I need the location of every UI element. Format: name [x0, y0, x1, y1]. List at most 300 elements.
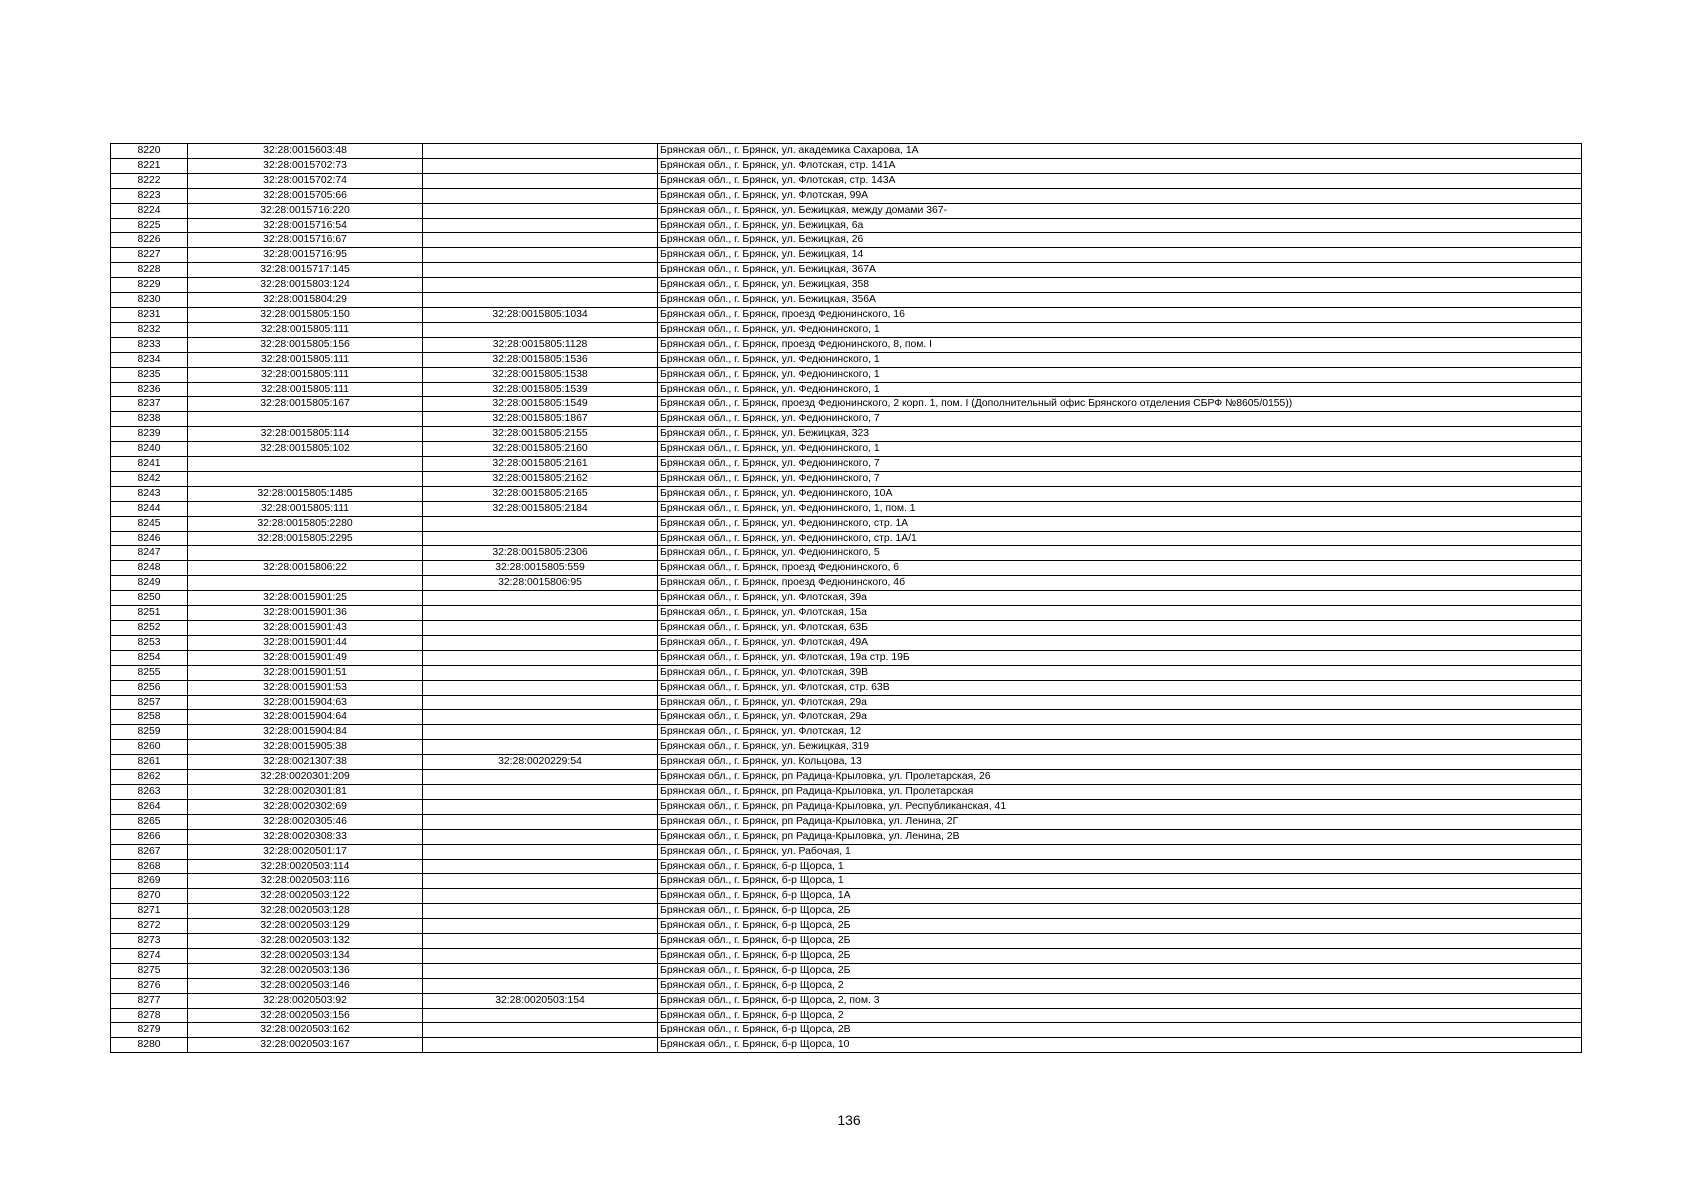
- cadastral-number-cell: 32:28:0015717:145: [188, 263, 423, 278]
- table-row: [111, 337, 1582, 352]
- address-cell: Брянская обл., г. Брянск, б-р Щорса, 10: [658, 1038, 1582, 1053]
- object-number-cell: [423, 278, 658, 293]
- cadastral-number-cell: 32:28:0015805:111: [188, 367, 423, 382]
- cadastral-number-cell: 32:28:0015603:48: [188, 144, 423, 159]
- cadastral-number-cell: 32:28:0015716:67: [188, 233, 423, 248]
- table-row: [111, 531, 1582, 546]
- table-row: [111, 591, 1582, 606]
- row-number-cell: 8277: [111, 993, 188, 1008]
- object-number-cell: [423, 188, 658, 203]
- object-number-cell: [423, 844, 658, 859]
- object-number-cell: [423, 516, 658, 531]
- row-number-cell: 8243: [111, 486, 188, 501]
- document-page: [110, 143, 1581, 1053]
- registry-table-body: [111, 144, 1582, 1053]
- row-number-cell: 8229: [111, 278, 188, 293]
- cadastral-number-cell: 32:28:0020503:167: [188, 1038, 423, 1053]
- object-number-cell: [423, 293, 658, 308]
- address-cell: Брянская обл., г. Брянск, ул. Федюнинского, 7: [658, 457, 1582, 472]
- table-row: [111, 799, 1582, 814]
- table-row: [111, 576, 1582, 591]
- object-number-cell: [423, 218, 658, 233]
- object-number-cell: [423, 203, 658, 218]
- object-number-cell: [423, 695, 658, 710]
- address-cell: Брянская обл., г. Брянск, ул. Флотская, 12: [658, 725, 1582, 740]
- row-number-cell: 8263: [111, 784, 188, 799]
- row-number-cell: 8249: [111, 576, 188, 591]
- table-row: [111, 740, 1582, 755]
- table-row: [111, 382, 1582, 397]
- address-cell: Брянская обл., г. Брянск, рп Радица-Крыловка, ул. Ленина, 2Г: [658, 814, 1582, 829]
- cadastral-number-cell: 32:28:0015702:73: [188, 158, 423, 173]
- cadastral-number-cell: 32:28:0015901:51: [188, 665, 423, 680]
- table-row: [111, 993, 1582, 1008]
- cadastral-number-cell: 32:28:0020503:122: [188, 889, 423, 904]
- table-row: [111, 173, 1582, 188]
- table-row: [111, 889, 1582, 904]
- cadastral-number-cell: 32:28:0015901:43: [188, 621, 423, 636]
- object-number-cell: 32:28:0015805:2184: [423, 501, 658, 516]
- row-number-cell: 8247: [111, 546, 188, 561]
- object-number-cell: [423, 948, 658, 963]
- object-number-cell: [423, 144, 658, 159]
- table-row: [111, 501, 1582, 516]
- cadastral-number-cell: 32:28:0015803:124: [188, 278, 423, 293]
- table-row: [111, 635, 1582, 650]
- cadastral-number-cell: 32:28:0015805:1485: [188, 486, 423, 501]
- address-cell: Брянская обл., г. Брянск, б-р Щорса, 2В: [658, 1023, 1582, 1038]
- address-cell: Брянская обл., г. Брянск, ул. Федюнинского, 5: [658, 546, 1582, 561]
- cadastral-number-cell: 32:28:0015901:53: [188, 680, 423, 695]
- address-cell: Брянская обл., г. Брянск, ул. академика Сахарова, 1А: [658, 144, 1582, 159]
- address-cell: Брянская обл., г. Брянск, ул. Федюнинского, 1: [658, 367, 1582, 382]
- object-number-cell: [423, 725, 658, 740]
- registry-table: [110, 143, 1582, 1053]
- cadastral-number-cell: 32:28:0020503:116: [188, 874, 423, 889]
- address-cell: Брянская обл., г. Брянск, рп Радица-Крыловка, ул. Пролетарская, 26: [658, 770, 1582, 785]
- address-cell: Брянская обл., г. Брянск, ул. Федюнинского, 7: [658, 471, 1582, 486]
- table-row: [111, 859, 1582, 874]
- address-cell: Брянская обл., г. Брянск, ул. Флотская, 49А: [658, 635, 1582, 650]
- row-number-cell: 8258: [111, 710, 188, 725]
- cadastral-number-cell: [188, 471, 423, 486]
- row-number-cell: 8237: [111, 397, 188, 412]
- table-row: [111, 1008, 1582, 1023]
- table-row: [111, 948, 1582, 963]
- row-number-cell: 8245: [111, 516, 188, 531]
- address-cell: Брянская обл., г. Брянск, ул. Федюнинского, 1, пом. 1: [658, 501, 1582, 516]
- cadastral-number-cell: 32:28:0020305:46: [188, 814, 423, 829]
- row-number-cell: 8268: [111, 859, 188, 874]
- cadastral-number-cell: [188, 576, 423, 591]
- cadastral-number-cell: 32:28:0015805:111: [188, 352, 423, 367]
- cadastral-number-cell: 32:28:0015716:54: [188, 218, 423, 233]
- address-cell: Брянская обл., г. Брянск, б-р Щорса, 2, пом. 3: [658, 993, 1582, 1008]
- object-number-cell: [423, 799, 658, 814]
- object-number-cell: 32:28:0015805:559: [423, 561, 658, 576]
- address-cell: Брянская обл., г. Брянск, ул. Бежицкая, 26: [658, 233, 1582, 248]
- table-row: [111, 367, 1582, 382]
- address-cell: Брянская обл., г. Брянск, ул. Флотская, стр. 143А: [658, 173, 1582, 188]
- table-row: [111, 442, 1582, 457]
- row-number-cell: 8227: [111, 248, 188, 263]
- object-number-cell: [423, 814, 658, 829]
- address-cell: Брянская обл., г. Брянск, ул. Бежицкая, 367А: [658, 263, 1582, 278]
- row-number-cell: 8262: [111, 770, 188, 785]
- row-number-cell: 8257: [111, 695, 188, 710]
- address-cell: Брянская обл., г. Брянск, ул. Федюнинского, 7: [658, 412, 1582, 427]
- address-cell: Брянская обл., г. Брянск, б-р Щорса, 2Б: [658, 904, 1582, 919]
- object-number-cell: 32:28:0015805:1128: [423, 337, 658, 352]
- cadastral-number-cell: 32:28:0015805:111: [188, 322, 423, 337]
- row-number-cell: 8271: [111, 904, 188, 919]
- row-number-cell: 8228: [111, 263, 188, 278]
- table-row: [111, 1023, 1582, 1038]
- object-number-cell: [423, 606, 658, 621]
- cadastral-number-cell: 32:28:0015901:49: [188, 650, 423, 665]
- address-cell: Брянская обл., г. Брянск, б-р Щорса, 2Б: [658, 963, 1582, 978]
- cadastral-number-cell: 32:28:0015901:44: [188, 635, 423, 650]
- row-number-cell: 8232: [111, 322, 188, 337]
- table-row: [111, 144, 1582, 159]
- address-cell: Брянская обл., г. Брянск, б-р Щорса, 1: [658, 874, 1582, 889]
- object-number-cell: 32:28:0015805:2160: [423, 442, 658, 457]
- address-cell: Брянская обл., г. Брянск, ул. Флотская, 63Б: [658, 621, 1582, 636]
- row-number-cell: 8266: [111, 829, 188, 844]
- object-number-cell: [423, 874, 658, 889]
- address-cell: Брянская обл., г. Брянск, ул. Федюнинского, 1: [658, 322, 1582, 337]
- row-number-cell: 8222: [111, 173, 188, 188]
- object-number-cell: [423, 770, 658, 785]
- table-row: [111, 248, 1582, 263]
- address-cell: Брянская обл., г. Брянск, б-р Щорса, 2Б: [658, 919, 1582, 934]
- row-number-cell: 8269: [111, 874, 188, 889]
- row-number-cell: 8242: [111, 471, 188, 486]
- table-row: [111, 621, 1582, 636]
- row-number-cell: 8224: [111, 203, 188, 218]
- row-number-cell: 8240: [111, 442, 188, 457]
- row-number-cell: 8226: [111, 233, 188, 248]
- row-number-cell: 8265: [111, 814, 188, 829]
- object-number-cell: [423, 829, 658, 844]
- table-row: [111, 665, 1582, 680]
- address-cell: Брянская обл., г. Брянск, ул. Флотская, 99А: [658, 188, 1582, 203]
- object-number-cell: 32:28:0015805:2155: [423, 427, 658, 442]
- row-number-cell: 8260: [111, 740, 188, 755]
- row-number-cell: 8250: [111, 591, 188, 606]
- cadastral-number-cell: 32:28:0020503:136: [188, 963, 423, 978]
- table-row: [111, 293, 1582, 308]
- object-number-cell: [423, 710, 658, 725]
- row-number-cell: 8264: [111, 799, 188, 814]
- cadastral-number-cell: 32:28:0020308:33: [188, 829, 423, 844]
- table-row: [111, 471, 1582, 486]
- table-row: [111, 978, 1582, 993]
- row-number-cell: 8238: [111, 412, 188, 427]
- object-number-cell: [423, 889, 658, 904]
- address-cell: Брянская обл., г. Брянск, ул. Федюнинского, 1: [658, 352, 1582, 367]
- address-cell: Брянская обл., г. Брянск, ул. Флотская, 39а: [658, 591, 1582, 606]
- table-row: [111, 844, 1582, 859]
- address-cell: Брянская обл., г. Брянск, б-р Щорса, 2: [658, 1008, 1582, 1023]
- row-number-cell: 8220: [111, 144, 188, 159]
- address-cell: Брянская обл., г. Брянск, ул. Федюнинского, стр. 1А/1: [658, 531, 1582, 546]
- row-number-cell: 8244: [111, 501, 188, 516]
- cadastral-number-cell: 32:28:0015901:25: [188, 591, 423, 606]
- address-cell: Брянская обл., г. Брянск, проезд Федюнинского, 8, пом. I: [658, 337, 1582, 352]
- address-cell: Брянская обл., г. Брянск, ул. Бежицкая, между домами 367-: [658, 203, 1582, 218]
- address-cell: Брянская обл., г. Брянск, ул. Бежицкая, 356А: [658, 293, 1582, 308]
- cadastral-number-cell: 32:28:0020503:114: [188, 859, 423, 874]
- table-row: [111, 457, 1582, 472]
- cadastral-number-cell: [188, 546, 423, 561]
- row-number-cell: 8223: [111, 188, 188, 203]
- object-number-cell: [423, 158, 658, 173]
- cadastral-number-cell: 32:28:0015805:111: [188, 501, 423, 516]
- table-row: [111, 934, 1582, 949]
- address-cell: Брянская обл., г. Брянск, ул. Бежицкая, 323: [658, 427, 1582, 442]
- row-number-cell: 8276: [111, 978, 188, 993]
- cadastral-number-cell: 32:28:0020302:69: [188, 799, 423, 814]
- table-row: [111, 606, 1582, 621]
- table-row: [111, 1038, 1582, 1053]
- row-number-cell: 8234: [111, 352, 188, 367]
- address-cell: Брянская обл., г. Брянск, ул. Бежицкая, 358: [658, 278, 1582, 293]
- cadastral-number-cell: 32:28:0015805:114: [188, 427, 423, 442]
- address-cell: Брянская обл., г. Брянск, ул. Флотская, стр. 63В: [658, 680, 1582, 695]
- address-cell: Брянская обл., г. Брянск, ул. Флотская, 19а стр. 19Б: [658, 650, 1582, 665]
- row-number-cell: 8255: [111, 665, 188, 680]
- address-cell: Брянская обл., г. Брянск, ул. Федюнинского, 1: [658, 382, 1582, 397]
- object-number-cell: [423, 248, 658, 263]
- address-cell: Брянская обл., г. Брянск, ул. Федюнинского, стр. 1А: [658, 516, 1582, 531]
- cadastral-number-cell: 32:28:0020501:17: [188, 844, 423, 859]
- row-number-cell: 8274: [111, 948, 188, 963]
- table-row: [111, 680, 1582, 695]
- object-number-cell: [423, 591, 658, 606]
- table-row: [111, 412, 1582, 427]
- address-cell: Брянская обл., г. Брянск, б-р Щорса, 1А: [658, 889, 1582, 904]
- row-number-cell: 8270: [111, 889, 188, 904]
- address-cell: Брянская обл., г. Брянск, б-р Щорса, 2Б: [658, 948, 1582, 963]
- object-number-cell: [423, 650, 658, 665]
- row-number-cell: 8246: [111, 531, 188, 546]
- object-number-cell: 32:28:0015805:1034: [423, 307, 658, 322]
- cadastral-number-cell: 32:28:0015904:84: [188, 725, 423, 740]
- address-cell: Брянская обл., г. Брянск, рп Радица-Крыловка, ул. Ленина, 2В: [658, 829, 1582, 844]
- cadastral-number-cell: [188, 457, 423, 472]
- object-number-cell: 32:28:0015806:95: [423, 576, 658, 591]
- cadastral-number-cell: 32:28:0020503:92: [188, 993, 423, 1008]
- row-number-cell: 8256: [111, 680, 188, 695]
- row-number-cell: 8254: [111, 650, 188, 665]
- row-number-cell: 8225: [111, 218, 188, 233]
- cadastral-number-cell: 32:28:0015804:29: [188, 293, 423, 308]
- address-cell: Брянская обл., г. Брянск, ул. Флотская, 39В: [658, 665, 1582, 680]
- row-number-cell: 8230: [111, 293, 188, 308]
- row-number-cell: 8253: [111, 635, 188, 650]
- table-row: [111, 755, 1582, 770]
- cadastral-number-cell: 32:28:0020503:132: [188, 934, 423, 949]
- address-cell: Брянская обл., г. Брянск, ул. Федюнинского, 1: [658, 442, 1582, 457]
- object-number-cell: [423, 1023, 658, 1038]
- cadastral-number-cell: 32:28:0021307:38: [188, 755, 423, 770]
- address-cell: Брянская обл., г. Брянск, б-р Щорса, 1: [658, 859, 1582, 874]
- table-row: [111, 486, 1582, 501]
- object-number-cell: 32:28:0015805:1549: [423, 397, 658, 412]
- object-number-cell: [423, 635, 658, 650]
- cadastral-number-cell: 32:28:0015805:167: [188, 397, 423, 412]
- cadastral-number-cell: 32:28:0020503:134: [188, 948, 423, 963]
- page-number: 136: [837, 1112, 861, 1128]
- table-row: [111, 561, 1582, 576]
- object-number-cell: [423, 1038, 658, 1053]
- address-cell: Брянская обл., г. Брянск, проезд Федюнинского, 4б: [658, 576, 1582, 591]
- row-number-cell: 8267: [111, 844, 188, 859]
- row-number-cell: 8273: [111, 934, 188, 949]
- cadastral-number-cell: 32:28:0015806:22: [188, 561, 423, 576]
- object-number-cell: [423, 1008, 658, 1023]
- row-number-cell: 8248: [111, 561, 188, 576]
- table-row: [111, 516, 1582, 531]
- table-row: [111, 233, 1582, 248]
- row-number-cell: 8280: [111, 1038, 188, 1053]
- row-number-cell: 8278: [111, 1008, 188, 1023]
- cadastral-number-cell: 32:28:0015705:66: [188, 188, 423, 203]
- address-cell: Брянская обл., г. Брянск, ул. Кольцова, 13: [658, 755, 1582, 770]
- object-number-cell: 32:28:0015805:1867: [423, 412, 658, 427]
- row-number-cell: 8272: [111, 919, 188, 934]
- cadastral-number-cell: 32:28:0015805:102: [188, 442, 423, 457]
- table-row: [111, 710, 1582, 725]
- object-number-cell: [423, 978, 658, 993]
- table-row: [111, 814, 1582, 829]
- row-number-cell: 8241: [111, 457, 188, 472]
- table-row: [111, 263, 1582, 278]
- cadastral-number-cell: 32:28:0020503:146: [188, 978, 423, 993]
- cadastral-number-cell: 32:28:0015702:74: [188, 173, 423, 188]
- object-number-cell: 32:28:0020503:154: [423, 993, 658, 1008]
- cadastral-number-cell: 32:28:0020301:81: [188, 784, 423, 799]
- address-cell: Брянская обл., г. Брянск, рп Радица-Крыловка, ул. Республиканская, 41: [658, 799, 1582, 814]
- object-number-cell: [423, 173, 658, 188]
- object-number-cell: [423, 740, 658, 755]
- cadastral-number-cell: 32:28:0015904:64: [188, 710, 423, 725]
- table-row: [111, 427, 1582, 442]
- cadastral-number-cell: 32:28:0015805:111: [188, 382, 423, 397]
- object-number-cell: [423, 904, 658, 919]
- address-cell: Брянская обл., г. Брянск, ул. Флотская, 29а: [658, 695, 1582, 710]
- cadastral-number-cell: 32:28:0020503:162: [188, 1023, 423, 1038]
- object-number-cell: [423, 934, 658, 949]
- table-row: [111, 695, 1582, 710]
- cadastral-number-cell: 32:28:0020503:128: [188, 904, 423, 919]
- row-number-cell: 8233: [111, 337, 188, 352]
- table-row: [111, 218, 1582, 233]
- cadastral-number-cell: [188, 412, 423, 427]
- cadastral-number-cell: 32:28:0015716:95: [188, 248, 423, 263]
- row-number-cell: 8259: [111, 725, 188, 740]
- address-cell: Брянская обл., г. Брянск, проезд Федюнинского, 16: [658, 307, 1582, 322]
- object-number-cell: 32:28:0015805:2306: [423, 546, 658, 561]
- cadastral-number-cell: 32:28:0015716:220: [188, 203, 423, 218]
- object-number-cell: 32:28:0015805:1539: [423, 382, 658, 397]
- object-number-cell: [423, 322, 658, 337]
- object-number-cell: 32:28:0015805:2161: [423, 457, 658, 472]
- address-cell: Брянская обл., г. Брянск, ул. Рабочая, 1: [658, 844, 1582, 859]
- object-number-cell: [423, 621, 658, 636]
- object-number-cell: [423, 963, 658, 978]
- cadastral-number-cell: 32:28:0015805:150: [188, 307, 423, 322]
- table-row: [111, 546, 1582, 561]
- object-number-cell: [423, 531, 658, 546]
- table-row: [111, 352, 1582, 367]
- address-cell: Брянская обл., г. Брянск, ул. Федюнинского, 10А: [658, 486, 1582, 501]
- table-row: [111, 725, 1582, 740]
- address-cell: Брянская обл., г. Брянск, ул. Флотская, 29а: [658, 710, 1582, 725]
- cadastral-number-cell: 32:28:0015905:38: [188, 740, 423, 755]
- address-cell: Брянская обл., г. Брянск, ул. Флотская, стр. 141А: [658, 158, 1582, 173]
- row-number-cell: 8221: [111, 158, 188, 173]
- cadastral-number-cell: 32:28:0015805:2280: [188, 516, 423, 531]
- table-row: [111, 397, 1582, 412]
- address-cell: Брянская обл., г. Брянск, ул. Флотская, 15а: [658, 606, 1582, 621]
- cadastral-number-cell: 32:28:0015805:2295: [188, 531, 423, 546]
- object-number-cell: 32:28:0015805:2165: [423, 486, 658, 501]
- address-cell: Брянская обл., г. Брянск, рп Радица-Крыловка, ул. Пролетарская: [658, 784, 1582, 799]
- table-row: [111, 770, 1582, 785]
- object-number-cell: 32:28:0015805:2162: [423, 471, 658, 486]
- table-row: [111, 278, 1582, 293]
- object-number-cell: 32:28:0020229:54: [423, 755, 658, 770]
- row-number-cell: 8275: [111, 963, 188, 978]
- row-number-cell: 8231: [111, 307, 188, 322]
- table-row: [111, 963, 1582, 978]
- address-cell: Брянская обл., г. Брянск, б-р Щорса, 2: [658, 978, 1582, 993]
- object-number-cell: [423, 859, 658, 874]
- object-number-cell: [423, 680, 658, 695]
- address-cell: Брянская обл., г. Брянск, ул. Бежицкая, 14: [658, 248, 1582, 263]
- object-number-cell: [423, 784, 658, 799]
- address-cell: Брянская обл., г. Брянск, проезд Федюнинского, 2 корп. 1, пом. I (Дополнительный офис Брянского отделения СБРФ №8605/0155)): [658, 397, 1582, 412]
- address-cell: Брянская обл., г. Брянск, б-р Щорса, 2Б: [658, 934, 1582, 949]
- address-cell: Брянская обл., г. Брянск, ул. Бежицкая, 6а: [658, 218, 1582, 233]
- table-row: [111, 650, 1582, 665]
- table-row: [111, 874, 1582, 889]
- row-number-cell: 8261: [111, 755, 188, 770]
- object-number-cell: [423, 263, 658, 278]
- table-row: [111, 784, 1582, 799]
- row-number-cell: 8239: [111, 427, 188, 442]
- cadastral-number-cell: 32:28:0015805:156: [188, 337, 423, 352]
- address-cell: Брянская обл., г. Брянск, проезд Федюнинского, 6: [658, 561, 1582, 576]
- table-row: [111, 203, 1582, 218]
- cadastral-number-cell: 32:28:0020503:156: [188, 1008, 423, 1023]
- row-number-cell: 8279: [111, 1023, 188, 1038]
- cadastral-number-cell: 32:28:0020503:129: [188, 919, 423, 934]
- table-row: [111, 322, 1582, 337]
- object-number-cell: [423, 233, 658, 248]
- object-number-cell: [423, 919, 658, 934]
- row-number-cell: 8235: [111, 367, 188, 382]
- table-row: [111, 158, 1582, 173]
- table-row: [111, 904, 1582, 919]
- object-number-cell: [423, 665, 658, 680]
- table-row: [111, 919, 1582, 934]
- row-number-cell: 8251: [111, 606, 188, 621]
- row-number-cell: 8236: [111, 382, 188, 397]
- row-number-cell: 8252: [111, 621, 188, 636]
